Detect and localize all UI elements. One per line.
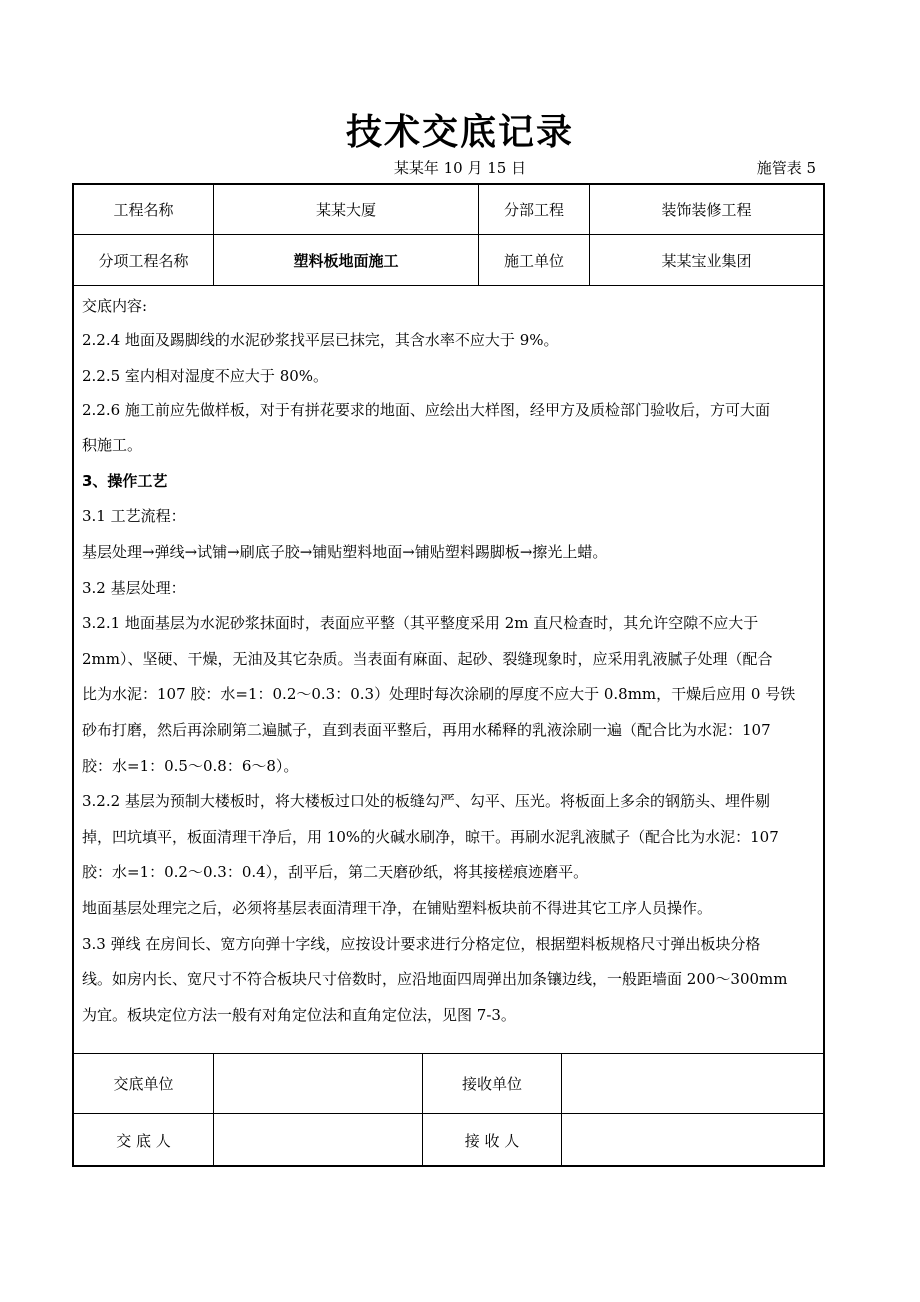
- label-receiver: 接 收 人: [422, 1114, 561, 1167]
- content-line: 2.2.4 地面及踢脚线的水泥砂浆找平层已抹完，其含水率不应大于 9%。: [82, 331, 559, 349]
- content-line: 2.2.6 施工前应先做样板，对于有拼花要求的地面、应绘出大样图，经甲方及质检部门验收后，方可大面: [82, 401, 770, 419]
- footer-row-persons: [74, 1114, 823, 1167]
- content-line: 基层处理→弹线→试铺→刷底子胶→铺贴塑料地面→铺贴塑料踢脚板→擦光上蜡。: [82, 543, 608, 561]
- content-line: 比为水泥：107 胶：水=1：0.2～0.3：0.3）处理时每次涂刷的厚度不应大于 0.8mm，干燥后应用 0 号铁: [82, 685, 796, 703]
- content-line: 胶：水=1：0.2～0.3：0.4），刮平后，第二天磨砂纸，将其接槎痕迹磨平。: [82, 863, 589, 881]
- section-heading: 3、操作工艺: [82, 472, 168, 490]
- content-line: 砂布打磨，然后再涂刷第二遍腻子，直到表面平整后，再用水稀释的乳液涂刷一遍（配合比为水泥：107: [82, 721, 771, 739]
- label-contractor: 施工单位: [478, 235, 589, 285]
- content-line: 3.2.1 地面基层为水泥砂浆抹面时，表面应平整（其平整度采用 2m 直尺检查时，其允许空隙不应大于: [82, 614, 759, 632]
- label-subitem-name: 分项工程名称: [98, 251, 189, 270]
- document-date: 某某年 10 月 15 日: [393, 159, 527, 177]
- content-line: 掉，凹坑填平，板面清理干净后，用 10%的火碱水刷净，晾干。再刷水泥乳液腻子（配合比为水泥：107: [82, 828, 779, 846]
- label-disclosing-unit: 交底单位: [113, 1075, 174, 1093]
- content-line: 2.2.5 室内相对湿度不应大于 80%。: [82, 367, 329, 385]
- content-line: 胶：水=1：0.5～0.8：6～8）。: [82, 757, 299, 775]
- content-line: 3.3 弹线 在房间长、宽方向弹十字线，应按设计要求进行分格定位，根据塑料板规格尺寸弹出板块分格: [82, 935, 761, 953]
- label-receiving-unit: 接收单位: [422, 1054, 561, 1113]
- label-division: 分部工程: [478, 185, 589, 234]
- content-line: 3.1 工艺流程：: [82, 507, 186, 525]
- content-line: 3.2 基层处理：: [82, 579, 186, 597]
- content-line: 线。如房内长、宽尺寸不符合板块尺寸倍数时，应沿地面四周弹出加条镶边线，一般距墙面 200～300mm: [82, 970, 788, 988]
- value-receiver: [561, 1114, 823, 1167]
- content-line: 2mm）、坚硬、干燥，无油及其它杂质。当表面有麻面、起砂、裂缝现象时，应采用乳液腻子处理（配合: [82, 650, 773, 668]
- content-line: 地面基层处理完之后，必须将基层表面清理干净，在铺贴塑料板块前不得进其它工序人员操作。: [82, 899, 713, 917]
- label-discloser: 交 底 人: [116, 1132, 171, 1150]
- content-line: 3.2.2 基层为预制大楼板时，将大楼板过口处的板缝勾严、勾平、压光。将板面上多余的钢筋头、埋件剔: [82, 792, 770, 810]
- document-title: 技术交底记录: [345, 112, 574, 153]
- content-line: 为宜。板块定位方法一般有对角定位法和直角定位法，见图 7-3。: [82, 1006, 516, 1024]
- disclosure-content: [74, 286, 823, 1054]
- value-receiving-unit: [561, 1054, 823, 1113]
- footer-row-units: [74, 1054, 823, 1114]
- value-contractor: 某某宝业集团: [589, 235, 823, 285]
- value-disclosing-unit: [213, 1054, 422, 1113]
- value-discloser: [213, 1114, 422, 1167]
- label-project-name: 工程名称: [113, 201, 174, 219]
- form-number: 施管表 5: [756, 159, 816, 177]
- value-project-name: 某某大厦: [213, 185, 478, 234]
- value-division: 装饰装修工程: [589, 185, 823, 234]
- header-row-subitem: [74, 235, 823, 286]
- content-line: 交底内容:: [82, 297, 148, 315]
- value-subitem-name: 塑料板地面施工: [213, 235, 478, 285]
- disclosure-form: [72, 183, 825, 1167]
- header-row-project: [74, 185, 823, 235]
- content-line: 积施工。: [82, 436, 143, 454]
